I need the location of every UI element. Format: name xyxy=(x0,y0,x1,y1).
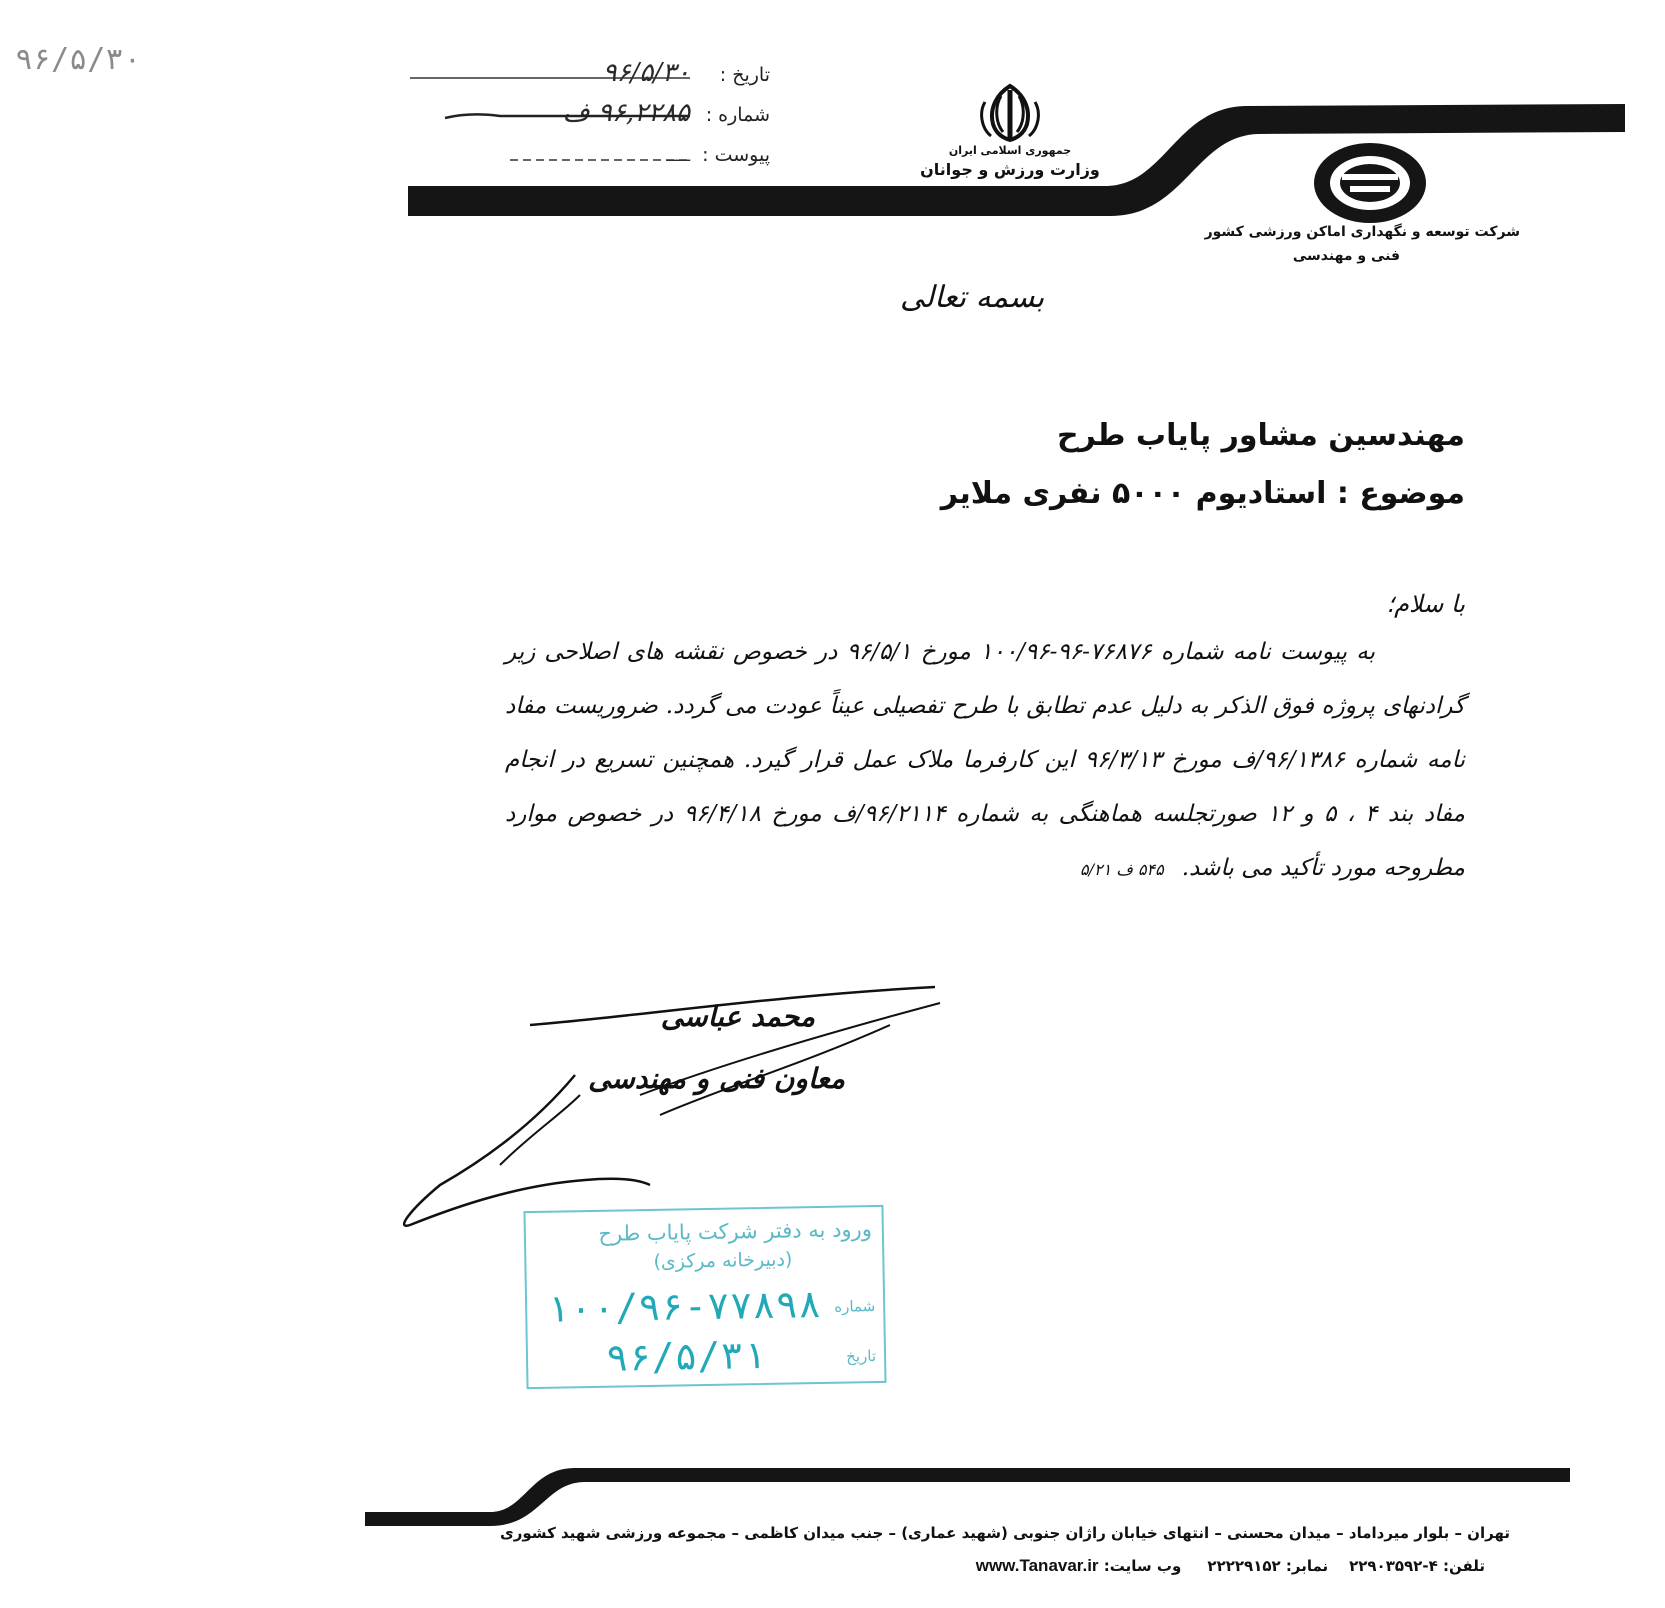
number-value: ۹۶,۲۲۸۵ ف xyxy=(562,98,690,128)
attachment-label: پیوست : xyxy=(702,144,770,166)
received-stamp xyxy=(523,1205,886,1389)
number-label: شماره : xyxy=(705,104,770,126)
company-line2: فنی و مهندسی xyxy=(1292,248,1400,264)
footer-website-label: وب سایت: xyxy=(1103,1557,1182,1575)
letter-paragraph xyxy=(505,625,1465,897)
stamp-number-label: شماره xyxy=(834,1297,876,1316)
footer-address: تهران – بلوار میرداماد – میدان محسنی – انتهای خیابان راژان جنوبی (شهید عماری) – جنب میدان کاظمی – مجموعه ورزشی شهید کشوری xyxy=(500,1524,1510,1542)
stamp-subtitle: (دبیرخانه مرکزی) xyxy=(653,1248,793,1273)
date-value: ۹۶/۵/۳۰ xyxy=(602,58,690,88)
paragraph-text: به پیوست نامه شماره ۷۶۸۷۶-۹۶-۱۰۰/۹۶ مورخ ۹۶/۵/۱ در خصوص نقشه های اصلاحی زیر گرادنهای پروژه فوق الذکر به دلیل عدم تطابق با طرح تفصیلی عیناً عودت می گردد. ضروریست مفاد نامه شماره ۹۶/۱۳۸۶/ف مورخ ۹۶/۳/۱۳ این کارفرما ملاک عمل قرار گیرد. همچنین تسریع در انجام مفاد بند ۴ ، ۵ و ۱۲ صورتجلسه هماهنگی به شماره ۹۶/۲۱۱۴/ف مورخ ۹۶/۴/۱۸ در خصوص موارد مطروحه مورد تأکید می باشد. xyxy=(505,639,1465,881)
ministry-line1: جمهوری اسلامی ایران xyxy=(948,144,1072,157)
reference-note: ۵۴۵ ف ۵/۲۱ xyxy=(1080,860,1164,879)
company-logo-icon xyxy=(1310,138,1430,228)
footer-band xyxy=(0,1460,1665,1530)
company-line1: شرکت توسعه و نگهداری اماکن ورزشی کشور xyxy=(1204,224,1520,240)
stamp-number-value: ۱۰۰/۹۶-۷۷۸۹۸ xyxy=(546,1281,822,1331)
date-label: تاریخ : xyxy=(719,64,770,86)
footer-fax: نمابر: ۲۲۲۲۹۱۵۲ xyxy=(1207,1557,1329,1575)
footer-phone: تلفن: ۴-۲۲۹۰۳۵۹۲ xyxy=(1349,1557,1485,1575)
subject: موضوع : استادیوم ۵۰۰۰ نفری ملایر xyxy=(940,476,1465,511)
margin-date: ۹۶/۵/۳۰ xyxy=(15,42,142,77)
signatory-name: محمد عباسی xyxy=(660,1000,815,1033)
attachment-value: ـــــ xyxy=(666,146,690,165)
footer-website: www.Tanavar.ir xyxy=(975,1556,1099,1575)
ministry-line2: وزارت ورزش و جوانان xyxy=(920,160,1100,179)
bismillah: بسمه تعالی xyxy=(900,280,1045,315)
footer-contact xyxy=(976,1556,1485,1576)
stamp-date-value: ۹۶/۵/۳۱ xyxy=(605,1332,767,1380)
recipient: مهندسین مشاور پایاب طرح xyxy=(1056,418,1465,453)
stamp-date-label: تاریخ xyxy=(846,1347,877,1366)
signatory-title: معاون فنی و مهندسی xyxy=(588,1062,845,1095)
salutation: با سلام؛ xyxy=(1386,590,1465,618)
stamp-title: ورود به دفتر شرکت پایاب طرح xyxy=(598,1217,873,1246)
